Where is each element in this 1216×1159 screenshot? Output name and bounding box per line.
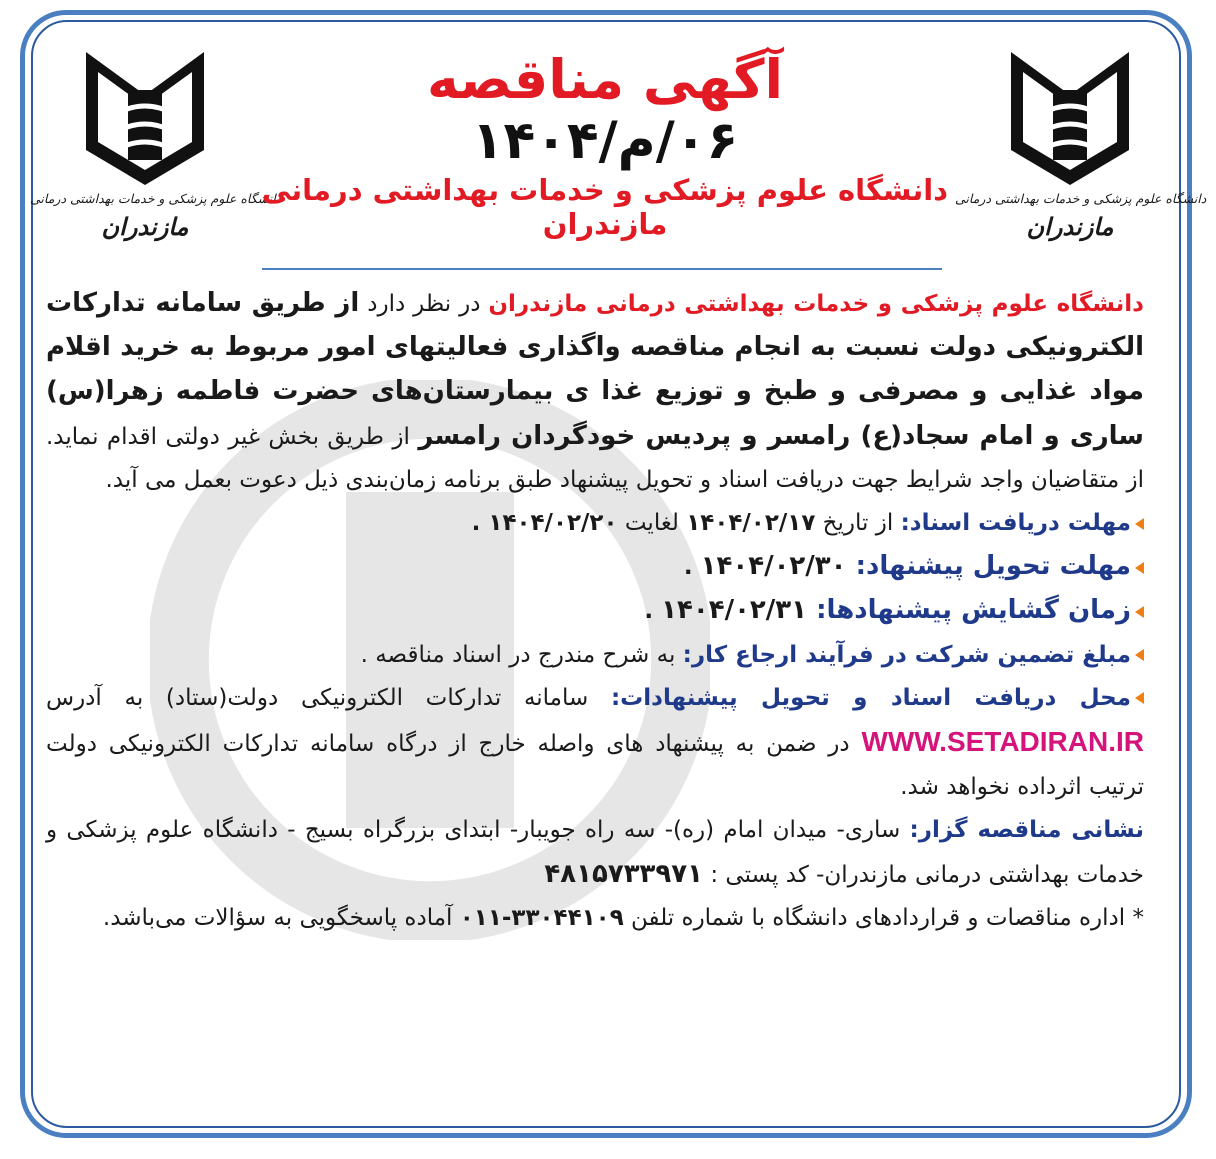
setadiran-link[interactable]: WWW.SETADIRAN.IR [861, 726, 1144, 758]
notice-body [46, 282, 1144, 940]
location-line [46, 677, 1144, 810]
university-logo-left [30, 50, 282, 241]
address-label: نشانی مناقصه گزار: [909, 817, 1144, 844]
docs-deadline-label: مهلت دریافت اسناد: [900, 510, 1131, 537]
bullet-arrow-icon [1135, 649, 1144, 661]
line-end-dot: . [471, 510, 489, 537]
submit-deadline-line [46, 545, 1144, 589]
submit-date: ۱۴۰۴/۰۲/۳۰ [700, 551, 856, 582]
postal-code: ۴۸۱۵۷۳۳۹۷۱ [544, 858, 704, 889]
docs-from-text: از تاریخ [815, 510, 901, 537]
intro-text-3: از طریق بخش غیر دولتی اقدام نماید. از متقاضیان واجد شرایط جهت دریافت اسناد و تحویل پیشنهاد طبق برنامه زمان‌بندی ذیل دعوت بعمل می آید. [46, 423, 1144, 493]
university-emblem-icon [1004, 50, 1136, 185]
logo-university-line: دانشگاه علوم پزشکی و خدمات بهداشتی درمانی [955, 191, 1207, 206]
line-end-dot: . [644, 598, 662, 625]
tender-number: ۰۶/م/۱۴۰۴ [471, 111, 739, 172]
intro-paragraph [46, 282, 1144, 502]
location-text-2: در ضمن به پیشنهاد های واصله خارج از درگاه سامانه تدارکات الکترونیکی دولت ترتیب اثرداده نخواهد شد. [46, 731, 1144, 801]
bullet-arrow-icon [1135, 606, 1144, 618]
guarantee-text: به شرح مندرج در اسناد مناقصه . [360, 641, 683, 668]
contact-phone: ۰۱۱-۳۳۰۴۴۱۰۹ [459, 904, 624, 931]
line-end-dot: . [683, 554, 701, 581]
notice-title: آگهی مناقصه [426, 48, 784, 111]
organization-name: دانشگاه علوم پزشکی و خدمات بهداشتی درمانی مازندران [261, 173, 949, 242]
university-emblem-icon [79, 50, 211, 185]
bullet-arrow-icon [1135, 562, 1144, 574]
notice-header [255, 50, 955, 241]
docs-deadline-line [46, 502, 1144, 545]
opening-time-label: زمان گشایش پیشنهادها: [816, 595, 1131, 626]
docs-until-text: لغایت [617, 510, 687, 537]
docs-start-date: ۱۴۰۴/۰۲/۱۷ [686, 510, 816, 537]
intro-text-1: در نظر دارد [359, 291, 489, 317]
location-label: محل دریافت اسناد و تحویل پیشنهادات: [610, 684, 1131, 711]
logo-university-line: دانشگاه علوم پزشکی و خدمات بهداشتی درمانی [30, 191, 282, 206]
logo-province-line: مازندران [1026, 212, 1114, 241]
contact-text-2: آماده پاسخگویی به سؤالات می‌باشد. [102, 904, 460, 931]
address-text: ساری- میدان امام (ره)- سه راه جویبار- ابتدای بزرگراه بسیج - دانشگاه علوم پزشکی و خدمات بهداشتی درمانی مازندران- کد پستی : [46, 817, 1144, 888]
intro-org-name: دانشگاه علوم پزشکی و خدمات بهداشتی درمانی مازندران [488, 291, 1144, 317]
bullet-arrow-icon [1135, 518, 1144, 530]
logo-province-line: مازندران [101, 212, 189, 241]
guarantee-line [46, 634, 1144, 677]
intro-subject: از طریق سامانه تدارکات الکترونیکی دولت نسبت به انجام مناقصه واگذاری فعالیتهای امور مربوط به خرید اقلام مواد غذایی و مصرفی و طبخ و توزیع غذا ی بیمارستان‌های حضرت فاطمه زهرا(س) ساری و امام سجاد(ع) رامسر و پردیس خودگردان رامسر [46, 288, 1145, 451]
location-text-1: سامانه تدارکات الکترونیکی دولت(ستاد) به آدرس [46, 684, 611, 711]
bullet-arrow-icon [1135, 692, 1144, 704]
opening-date: ۱۴۰۴/۰۲/۳۱ [661, 595, 817, 626]
contact-text-1: * اداره مناقصات و قراردادهای دانشگاه با شماره تلفن [623, 904, 1144, 931]
submit-deadline-label: مهلت تحویل پیشنهاد: [855, 551, 1131, 582]
guarantee-label: مبلغ تضمین شرکت در فرآیند ارجاع کار: [682, 641, 1131, 668]
university-logo-right [955, 50, 1207, 241]
opening-time-line [46, 589, 1144, 633]
address-line [46, 809, 1144, 896]
header-divider [262, 268, 942, 270]
contact-line [46, 897, 1144, 940]
docs-end-date: ۱۴۰۴/۰۲/۲۰ [488, 510, 618, 537]
